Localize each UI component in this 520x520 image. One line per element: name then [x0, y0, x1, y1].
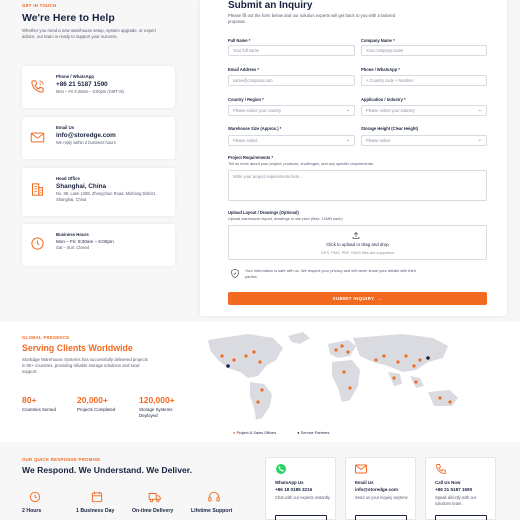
stat-value: 80+ [22, 395, 37, 405]
presence-kicker: GLOBAL PRESENCE [22, 335, 70, 340]
clock-icon [30, 236, 45, 251]
contact-card-value: Shanghai, China [56, 183, 107, 190]
industry-select-value: Please select your industry [366, 108, 415, 113]
contact-kicker: GET IN TOUCH [22, 3, 57, 8]
response-card-title: Email Us [355, 480, 374, 485]
stat-label: Projects Completed [77, 407, 116, 412]
arrow-right-icon: → [375, 296, 383, 301]
stat-value: 120,000+ [139, 395, 175, 405]
response-card-value: +86 21 5187 1590 [435, 487, 473, 492]
response-card-button[interactable] [355, 515, 407, 520]
response-title: We Respond. We Understand. We Deliver. [22, 465, 193, 475]
country-select-value: Please select your country [233, 108, 282, 113]
contact-card-phone[interactable] [22, 66, 175, 108]
feature-label: 2 Hours [22, 508, 42, 514]
contact-card-label: Head Office [56, 176, 80, 181]
whatsapp-card[interactable] [265, 457, 336, 520]
response-card-desc: Chat with our experts instantly. [275, 495, 331, 500]
response-card-title: Call Us Now [435, 480, 461, 485]
upload-text: Click to upload or drag and drop [326, 242, 389, 247]
world-map [188, 326, 508, 426]
inquiry-form [200, 0, 507, 316]
submit-inquiry-button[interactable] [228, 292, 487, 305]
upload-hint: Upload warehouse layout, drawings or site plan (Max. 10MB each) [228, 216, 343, 221]
form-description: Please fill out the form below and our solution experts will get back to you with a tailored proposal. [228, 13, 396, 24]
contact-card-sub: Mon – Fri 8:30am – 6:00pm (GMT+8) [56, 89, 124, 94]
contact-description: Whether you need a new warehouse setup, system upgrade, or expert advice, our team is ready to support your success. [22, 28, 156, 39]
truck-icon [148, 490, 162, 504]
full-name-label: Full Name * [228, 38, 251, 43]
upload-label: Upload Layout / Drawings (Optional) [228, 210, 299, 215]
full-name-input[interactable]: Your full name [228, 45, 355, 56]
phone-label: Phone / WhatsApp * [361, 67, 400, 72]
company-label: Company Name * [361, 38, 395, 43]
response-card-desc: Send us your inquiry anytime. [355, 495, 409, 500]
contact-card-sub: No. 88, Lane 1288, Zhongchun Road, Minhang District, Shanghai, China [56, 191, 157, 202]
contact-card-sub: Sat – Sun: Closed [56, 245, 89, 250]
presence-description: StorEdge Warehouse Systems has successfully delivered projects in 80+ countries, providing reliable storage solutions and local support. [22, 357, 148, 374]
email-input[interactable]: name@company.com [228, 75, 355, 86]
upload-dropzone[interactable] [228, 225, 487, 260]
legend-project: Project & Sales Offices [236, 430, 277, 435]
requirements-textarea[interactable]: Write your project requirements here... [228, 170, 487, 201]
contact-title: We're Here to Help [22, 12, 115, 24]
presence-title: Serving Clients Worldwide [22, 343, 133, 353]
form-title: Submit an Inquiry [228, 0, 313, 11]
contact-card-hours [22, 224, 175, 266]
response-card-value: info@storedge.com [355, 487, 399, 492]
contact-card-sub: We reply within 2 business hours [56, 140, 116, 145]
upload-icon [351, 231, 361, 240]
call-card[interactable] [425, 457, 496, 520]
stat-label: Countries Served [22, 407, 56, 412]
upload-types: DFS, PNG, PDF, DWG files are supported [321, 250, 394, 255]
height-label: Storage Height (Clear Height) [361, 126, 419, 131]
chevron-down-icon: ⌄ [345, 107, 350, 113]
country-label: Country / Region * [228, 97, 264, 102]
feature-label: On-time Delivery [132, 508, 174, 514]
email-card[interactable] [345, 457, 416, 520]
response-kicker: OUR QUICK RESPONSE PROMISE [22, 457, 101, 462]
phone-icon [435, 463, 447, 475]
privacy-note: Your information is safe with us. We respect your privacy and will never share your details with third parties. [245, 268, 416, 279]
chevron-down-icon: ⌄ [345, 137, 350, 143]
size-select[interactable] [228, 135, 355, 146]
response-card-title: WhatsApp Us [275, 480, 304, 485]
whatsapp-icon [275, 463, 287, 475]
map-legend [233, 430, 329, 435]
height-select[interactable] [361, 135, 487, 146]
pin-navy-icon: ● [297, 430, 300, 435]
legend-service: Service Partners [300, 430, 330, 435]
response-card-button[interactable] [275, 515, 327, 520]
mail-icon [355, 464, 367, 474]
industry-label: Application / Industry * [361, 97, 406, 102]
contact-card-label: Email Us [56, 125, 75, 130]
contact-card-office [22, 168, 175, 216]
company-input[interactable]: Your company name [361, 45, 487, 56]
mail-icon [30, 130, 45, 145]
contact-card-email[interactable] [22, 117, 175, 159]
response-card-desc: Speak directly with our solutions team. [435, 495, 477, 506]
requirements-label: Project Requirements * [228, 155, 274, 160]
contact-card-value: +86 21 5187 1590 [56, 81, 108, 88]
industry-select[interactable] [361, 105, 487, 116]
stat-label: Storage Systems Deployed [139, 407, 173, 418]
contact-card-value: Mon – Fri: 8:30am – 6:00pm [56, 239, 114, 244]
feature-label: 1 Business Day [76, 508, 115, 514]
building-icon [30, 182, 45, 197]
headset-icon [207, 490, 221, 504]
response-card-button[interactable] [435, 515, 487, 520]
clock-icon [28, 490, 42, 504]
contact-card-label: Business Hours [56, 232, 89, 237]
size-select-value: Please select [233, 138, 258, 143]
submit-label: SUBMIT INQUIRY [332, 296, 375, 301]
chevron-down-icon: ⌄ [477, 137, 482, 143]
response-card-value: +86 18 0185 3216 [275, 487, 313, 492]
feature-label: Lifetime Support [191, 508, 233, 514]
phone-input[interactable]: + Country code + Number [361, 75, 487, 86]
country-select[interactable] [228, 105, 355, 116]
phone-icon [30, 79, 45, 94]
requirements-hint: Tell us more about your project, products, challenges, and any specific requirements. [228, 161, 374, 166]
email-label: Email Address * [228, 67, 260, 72]
shield-icon [230, 268, 240, 279]
contact-card-value: info@storedge.com [56, 132, 116, 139]
size-label: Warehouse Size (Approx.) * [228, 126, 282, 131]
contact-card-label: Phone / WhatsApp [56, 74, 94, 79]
chevron-down-icon: ⌄ [477, 107, 482, 113]
calendar-icon [90, 490, 104, 504]
height-select-value: Please select [366, 138, 391, 143]
stat-value: 20,000+ [77, 395, 108, 405]
pin-orange-icon: ● [233, 430, 236, 435]
